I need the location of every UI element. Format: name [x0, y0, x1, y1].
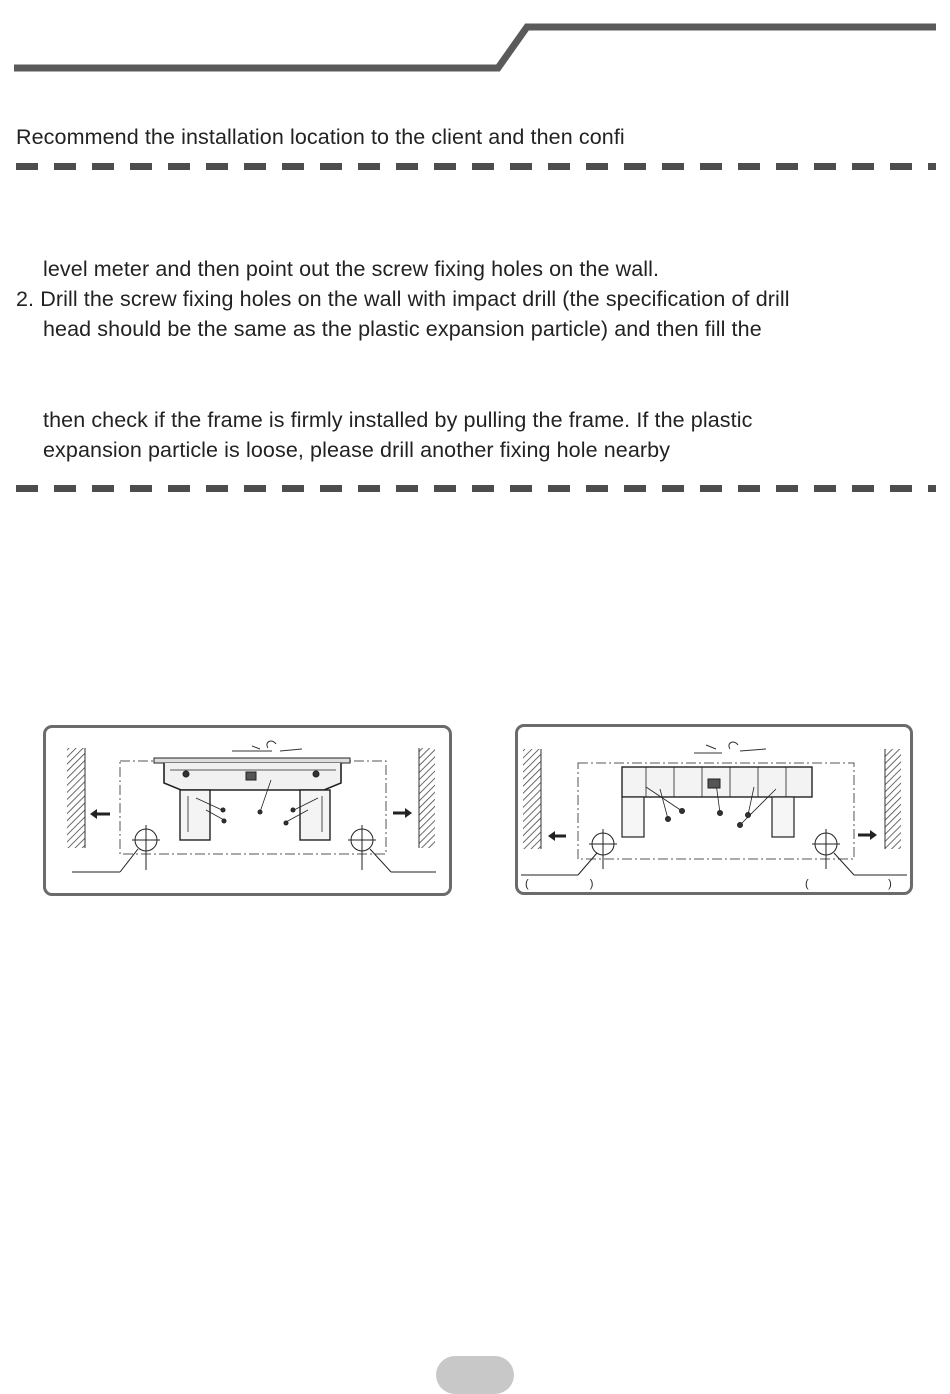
arrow-left-icon — [90, 809, 110, 819]
arrow-right-icon — [393, 808, 412, 818]
step-2-line-2: head should be the same as the plastic expansion particle) and then fill the — [43, 317, 762, 341]
step-3-line-2: expansion particle is loose, please drill another fixing hole nearby — [43, 438, 671, 462]
level-meter-icon — [232, 741, 302, 751]
wall-right — [885, 749, 901, 849]
wall-right — [419, 748, 435, 848]
step-2-line-1: 2. Drill the screw fixing holes on the wall with impact drill (the specification of drill — [16, 287, 790, 311]
installation-diagram-right — [518, 727, 910, 892]
step-3-line-1: then check if the frame is firmly installed by pulling the frame. If the plastic — [43, 408, 753, 432]
step-1-continuation: level meter and then point out the screw fixing holes on the wall. — [43, 257, 660, 281]
installation-diagram-left — [46, 728, 449, 893]
header-bar — [0, 0, 950, 80]
figure-left-panel — [43, 725, 452, 896]
mounting-bracket — [154, 758, 350, 840]
arrow-right-icon — [858, 830, 877, 840]
wall-left — [67, 748, 85, 848]
dashed-divider-bottom — [16, 485, 936, 492]
arrow-left-icon — [548, 831, 566, 841]
figure-right-caption-left: ( ) — [525, 878, 594, 890]
intro-text: Recommend the installation location to the client and then confi — [16, 125, 625, 149]
figure-right-panel — [515, 724, 913, 895]
dashed-divider-top — [16, 163, 936, 170]
mounting-bracket — [622, 767, 812, 837]
figure-right-caption-right: ( ) — [805, 878, 892, 890]
wall-left — [523, 749, 541, 849]
level-meter-icon — [694, 742, 766, 753]
page-number-badge — [436, 1356, 514, 1394]
